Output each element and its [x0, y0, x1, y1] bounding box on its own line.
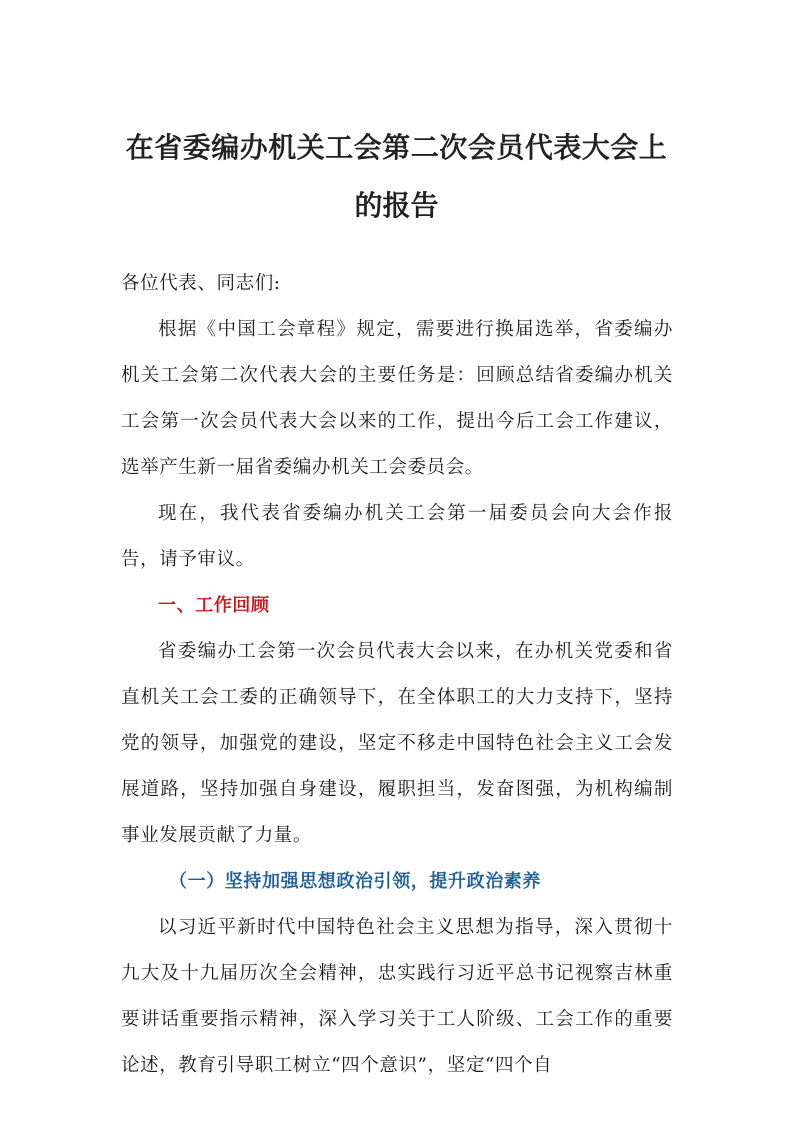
paragraph-3: 省委编办工会第一次会员代表大会以来，在办机关党委和省直机关工会工委的正确领导下，在全体职工的大力支持下，坚持党的领导，加强党的建设，坚定不移走中国特色社会主义工会发展道路，坚持加强自身建设，履职担当，发奋图强，为机构编制事业发展贡献了力量。: [121, 641, 673, 846]
section-heading-1: 一、工作回顾: [158, 595, 270, 616]
document-title-line1: 在省委编办机关工会第二次会员代表大会上: [125, 131, 668, 164]
salutation: 各位代表、同志们:: [121, 273, 281, 294]
paragraph-1: 根据《中国工会章程》规定，需要进行换届选举，省委编办机关工会第二次代表大会的主要任务是：回顾总结省委编办机关工会第一次会员代表大会以来的工作，提出今后工会工作建议，选举产生新一届省委编办机关工会委员会。: [121, 319, 673, 478]
document-title-line2: 的报告: [354, 189, 439, 222]
paragraph-4: 以习近平新时代中国特色社会主义思想为指导，深入贯彻十九大及十九届历次全会精神，忠实践行习近平总书记视察吉林重要讲话重要指示精神，深入学习关于工人阶级、工会工作的重要论述，教育引导职工树立“四个意识”，坚定“四个自: [121, 917, 673, 1076]
paragraph-2: 现在，我代表省委编办机关工会第一届委员会向大会作报告，请予审议。: [121, 503, 673, 570]
document-body: [121, 261, 673, 1089]
subsection-heading-1: （一）坚持加强思想政治引领，提升政治素养: [169, 871, 541, 892]
